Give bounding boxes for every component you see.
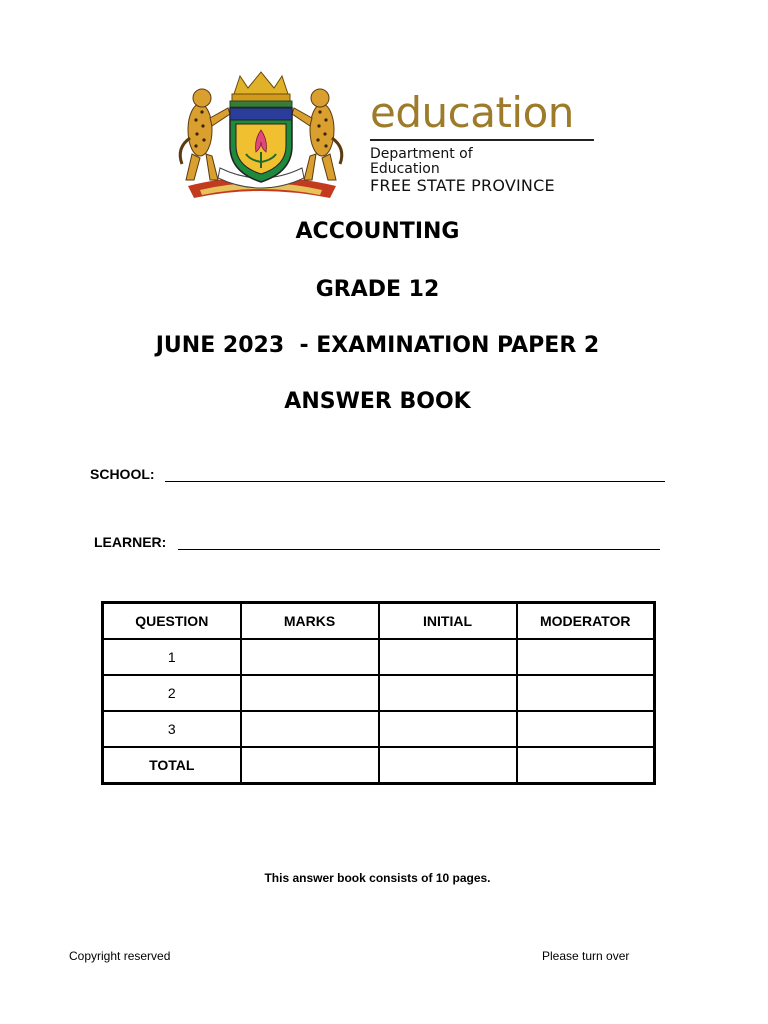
table-row	[103, 675, 655, 711]
moderator-total-cell[interactable]	[517, 747, 655, 784]
initial-cell[interactable]	[379, 639, 517, 675]
subject-title: ACCOUNTING	[295, 219, 460, 244]
marks-cell[interactable]	[241, 675, 379, 711]
department-line-1: Department of	[370, 146, 473, 162]
grade-title: GRADE 12	[315, 277, 440, 302]
marks-cell[interactable]	[241, 711, 379, 747]
copyright-footer: Copyright reserved	[69, 949, 171, 963]
header-question: QUESTION	[103, 603, 241, 640]
initial-cell[interactable]	[379, 711, 517, 747]
page-count-note: This answer book consists of 10 pages.	[264, 871, 491, 885]
header-initial: INITIAL	[379, 603, 517, 640]
table-row	[103, 711, 655, 747]
left-leopard	[180, 89, 230, 180]
department-logo	[170, 68, 600, 208]
crown	[232, 72, 290, 101]
table-header-row	[103, 603, 655, 640]
initial-cell[interactable]	[379, 675, 517, 711]
marks-cell[interactable]	[241, 639, 379, 675]
shield	[230, 108, 292, 182]
brand-divider	[370, 139, 594, 141]
moderator-cell[interactable]	[517, 639, 655, 675]
turn-over-footer: Please turn over	[542, 949, 630, 963]
initial-total-cell[interactable]	[379, 747, 517, 784]
brand-word: education	[370, 88, 574, 137]
total-label-cell: TOTAL	[103, 747, 241, 784]
school-field[interactable]	[90, 466, 666, 486]
brand-text	[370, 90, 598, 195]
book-title: ANSWER BOOK	[284, 389, 471, 414]
school-label: SCHOOL:	[90, 466, 155, 482]
question-cell: 2	[103, 675, 241, 711]
school-line[interactable]	[165, 481, 665, 482]
marks-total-cell[interactable]	[241, 747, 379, 784]
question-cell: 1	[103, 639, 241, 675]
header-moderator: MODERATOR	[517, 603, 655, 640]
coat-of-arms-icon	[170, 68, 352, 208]
paper-title: JUNE 2023 - EXAMINATION PAPER 2	[155, 333, 600, 358]
right-leopard	[292, 89, 342, 180]
question-cell: 3	[103, 711, 241, 747]
table-total-row	[103, 747, 655, 784]
province-name: FREE STATE PROVINCE	[370, 176, 555, 195]
moderator-cell[interactable]	[517, 675, 655, 711]
learner-label: LEARNER:	[94, 534, 167, 550]
marks-table	[101, 601, 656, 785]
table-row	[103, 639, 655, 675]
learner-line[interactable]	[178, 549, 660, 550]
header-marks: MARKS	[241, 603, 379, 640]
learner-field[interactable]	[94, 534, 662, 554]
department-line-2: Education	[370, 161, 440, 177]
moderator-cell[interactable]	[517, 711, 655, 747]
